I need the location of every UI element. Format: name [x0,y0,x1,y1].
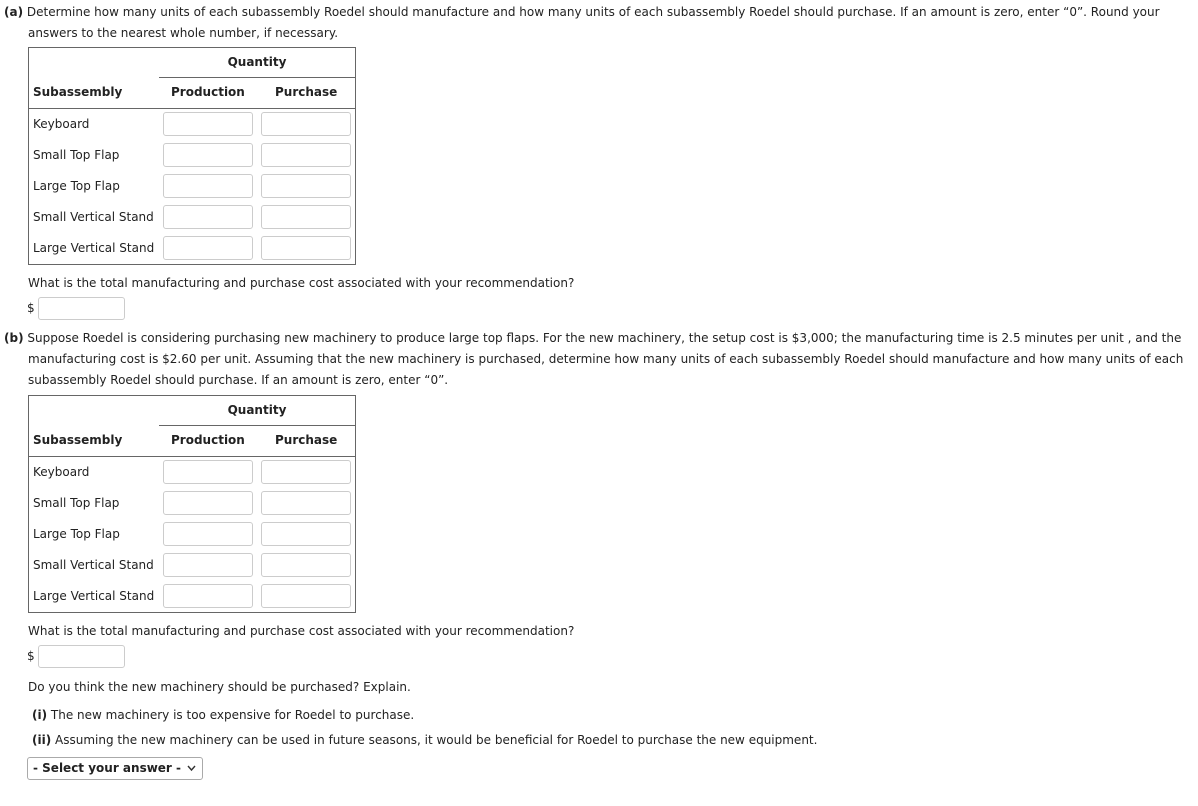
col-subassembly-header: Subassembly [33,433,123,447]
part-b-cost-input[interactable] [38,645,125,668]
part-a-cost-question: What is the total manufacturing and purchase cost associated with your recommendation? [28,276,575,290]
production-input[interactable] [163,143,253,167]
option-ii [32,732,817,748]
production-input[interactable] [163,236,253,260]
table-row [29,140,355,171]
row-label: Large Vertical Stand [33,241,155,255]
part-b-text-line3: subassembly Roedel should purchase. If an amount is zero, enter “0”. [28,373,449,387]
row-label: Large Vertical Stand [33,589,155,603]
purchase-input[interactable] [261,236,351,260]
part-b-cost-question: What is the total manufacturing and purchase cost associated with your recommendation? [28,624,575,638]
production-input[interactable] [163,522,253,546]
purchase-input[interactable] [261,491,351,515]
option-i-tag: (i) [32,708,48,722]
table-row [29,550,355,581]
table-row [29,457,355,488]
production-input[interactable] [163,205,253,229]
part-b-text-line2: manufacturing cost is $2.60 per unit. Assuming that the new machinery is purchased, determine how many units of each subassembly Roedel should manufacture and how many units of each [28,352,1184,366]
part-a-tag: (a) [4,5,24,19]
part-b-tag: (b) [4,331,24,345]
purchase-input[interactable] [261,174,351,198]
option-ii-tag: (ii) [32,733,52,747]
chevron-down-icon [187,758,196,787]
production-input[interactable] [163,174,253,198]
purchase-input[interactable] [261,522,351,546]
quantity-header-row [29,396,355,426]
purchase-input[interactable] [261,205,351,229]
column-header-row [29,426,355,457]
purchase-input[interactable] [261,112,351,136]
table-row [29,488,355,519]
row-label: Large Top Flap [33,527,120,541]
part-a-cost-input[interactable] [38,297,125,320]
row-label: Keyboard [33,465,90,479]
production-input[interactable] [163,491,253,515]
row-label: Small Vertical Stand [33,558,154,572]
row-label: Keyboard [33,117,90,131]
row-label: Small Vertical Stand [33,210,154,224]
production-input[interactable] [163,584,253,608]
row-label: Large Top Flap [33,179,120,193]
part-a-quantity-table [28,47,356,265]
table-row [29,171,355,202]
table-row [29,202,355,233]
production-input[interactable] [163,460,253,484]
purchase-input[interactable] [261,460,351,484]
purchase-input[interactable] [261,553,351,577]
table-row [29,109,355,140]
part-a-text-line2: answers to the nearest whole number, if necessary. [28,26,339,40]
part-b-instructions [4,328,1190,391]
purchase-input[interactable] [261,143,351,167]
answer-select[interactable] [27,757,203,780]
part-b-currency-symbol: $ [27,649,35,663]
machinery-question: Do you think the new machinery should be purchased? Explain. [28,680,411,694]
table-row [29,233,355,264]
option-i-text: The new machinery is too expensive for Roedel to purchase. [50,708,415,722]
quantity-header: Quantity [159,396,355,426]
col-subassembly-header: Subassembly [33,85,123,99]
col-production-header: Production [171,85,245,99]
option-i [32,707,414,723]
table-row [29,519,355,550]
production-input[interactable] [163,112,253,136]
part-a-text-line1: Determine how many units of each subassembly Roedel should manufacture and how many units of each subassembly Roedel should purchase. If an amount is zero, enter “0”. Round your [26,5,1160,19]
col-purchase-header: Purchase [275,85,338,99]
table-row [29,581,355,612]
answer-select-value: - Select your answer - [33,761,182,775]
col-purchase-header: Purchase [275,433,338,447]
quantity-header: Quantity [159,48,355,78]
option-ii-text: Assuming the new machinery can be used in future seasons, it would be beneficial for Roedel to purchase the new equipment. [55,733,818,747]
quantity-header-row [29,48,355,78]
part-a-instructions [4,2,1190,44]
part-b-text-line1: Suppose Roedel is considering purchasing new machinery to produce large top flaps. For the new machinery, the setup cost is $3,000; the manufacturing time is 2.5 minutes per unit , and the [27,331,1182,345]
production-input[interactable] [163,553,253,577]
col-production-header: Production [171,433,245,447]
part-a-currency-symbol: $ [27,301,35,315]
purchase-input[interactable] [261,584,351,608]
column-header-row [29,78,355,109]
row-label: Small Top Flap [33,496,120,510]
part-b-quantity-table [28,395,356,613]
row-label: Small Top Flap [33,148,120,162]
